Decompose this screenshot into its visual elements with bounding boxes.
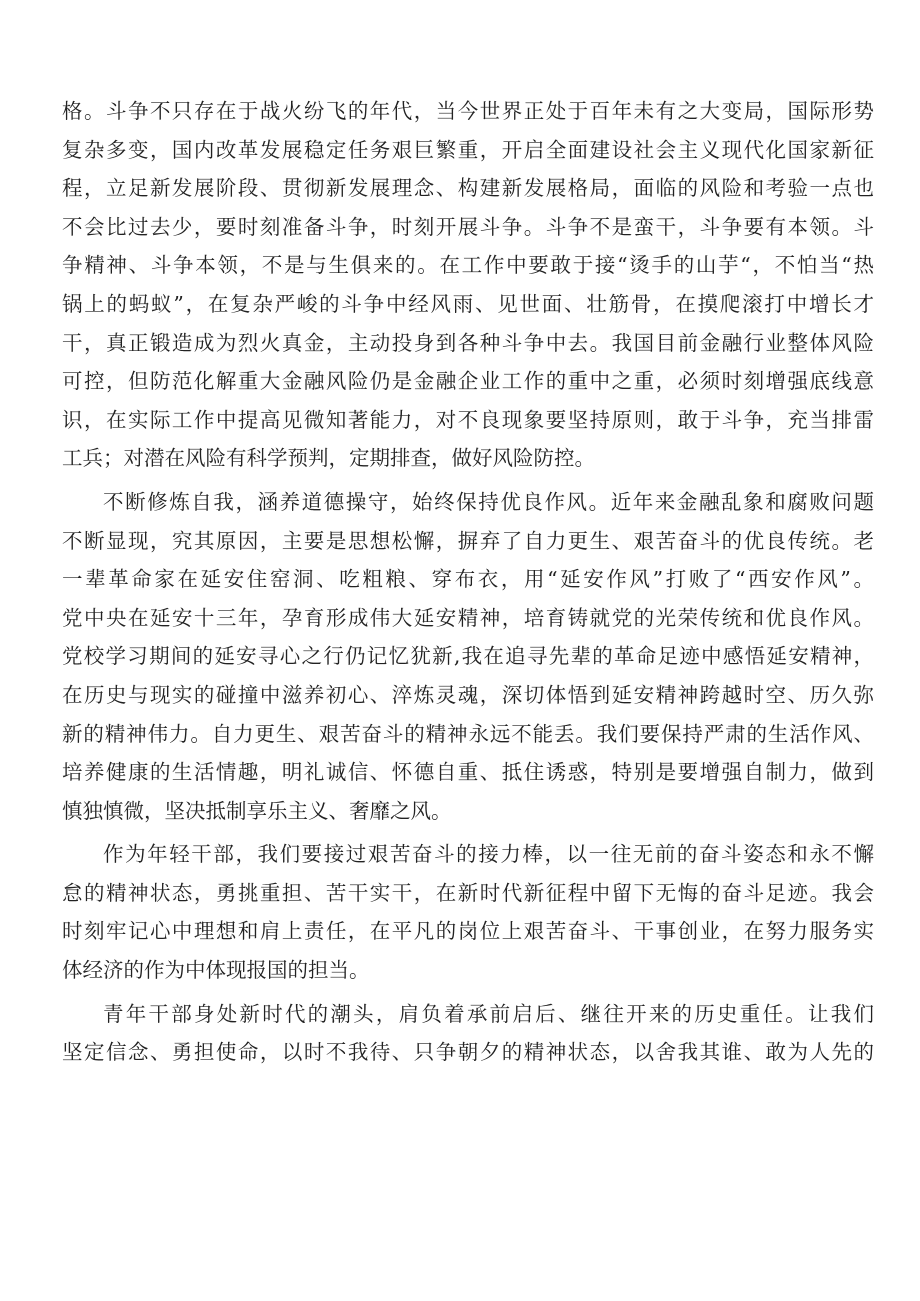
text-line: 格。斗争不只存在于战火纷飞的年代，当今世界正处于百年未有之大变局，国际形势 <box>62 99 874 123</box>
text-line: 一辈革命家在延安住窑洞、吃粗粮、穿布衣，用“延安作风”打败了“西安作风”。 <box>62 567 874 592</box>
text-line: 在历史与现实的碰撞中滋养初心、淬炼灵魂，深切体悟到延安精神跨越时空、历久弥 <box>62 682 874 707</box>
paragraph-1 <box>62 92 874 478</box>
text-line: 青年干部身处新时代的潮头，肩负着承前启后、继往开来的历史重任。让我们 <box>103 1001 874 1026</box>
text-line: 干，真正锻造成为烈火真金，主动投身到各种斗争中去。我国目前金融行业整体风险 <box>62 330 874 355</box>
text-line: 不断显现，究其原因，主要是思想松懈，摒弃了自力更生、艰苦奋斗的优良传统。老 <box>62 528 874 553</box>
paragraph-3 <box>62 835 874 989</box>
text-line: 复杂多变，国内改革发展稳定任务艰巨繁重，开启全面建设社会主义现代化国家新征 <box>62 137 874 162</box>
text-line: 党校学习期间的延安寻心之行仍记忆犹新,我在追寻先辈的革命足迹中感悟延安精神， <box>62 644 874 669</box>
text-line: 时刻牢记心中理想和肩上责任，在平凡的岗位上艰苦奋斗、干事创业，在努力服务实 <box>62 919 874 944</box>
text-line: 工兵；对潜在风险有科学预判，定期排查，做好风险防控。 <box>62 446 595 471</box>
paragraph-4 <box>62 995 874 1072</box>
text-line: 坚定信念、勇担使命，以时不我待、只争朝夕的精神状态，以舍我其谁、敢为人先的 <box>62 1040 874 1065</box>
text-line: 培养健康的生活情趣，明礼诚信、怀德自重、抵住诱惑，特别是要增强自制力，做到 <box>62 760 874 785</box>
text-line: 慎独慎微，坚决抵制享乐主义、奢靡之风。 <box>62 798 452 823</box>
text-line: 不会比过去少，要时刻准备斗争，时刻开展斗争。斗争不是蛮干，斗争要有本领。斗 <box>62 214 874 239</box>
document-body <box>62 92 874 1072</box>
text-line: 锅上的蚂蚁”，在复杂严峻的斗争中经风雨、见世面、壮筋骨，在摸爬滚打中增长才 <box>62 291 874 316</box>
text-line: 不断修炼自我，涵养道德操守，始终保持优良作风。近年来金融乱象和腐败问题 <box>103 489 874 514</box>
text-line: 争精神、斗争本领，不是与生俱来的。在工作中要敢于接“烫手的山芋“，不怕当“热 <box>62 253 874 278</box>
paragraph-2 <box>62 483 874 830</box>
text-line: 新的精神伟力。自力更生、艰苦奋斗的精神永远不能丢。我们要保持严肃的生活作风、 <box>62 721 874 746</box>
text-line: 党中央在延安十三年，孕育形成伟大延安精神，培育铸就党的光荣传统和优良作风。 <box>62 605 874 630</box>
text-line: 识，在实际工作中提高见微知著能力，对不良现象要坚持原则，敢于斗争，充当排雷 <box>62 407 874 432</box>
text-line: 程，立足新发展阶段、贯彻新发展理念、构建新发展格局，面临的风险和考验一点也 <box>62 176 874 201</box>
text-line: 体经济的作为中体现报国的担当。 <box>62 958 370 983</box>
text-line: 怠的精神状态，勇挑重担、苦干实干，在新时代新征程中留下无悔的奋斗足迹。我会 <box>62 880 874 905</box>
text-line: 可控，但防范化解重大金融风险仍是金融企业工作的重中之重，必须时刻增强底线意 <box>62 369 874 394</box>
text-line: 作为年轻干部，我们要接过艰苦奋斗的接力棒，以一往无前的奋斗姿态和永不懈 <box>103 842 874 867</box>
